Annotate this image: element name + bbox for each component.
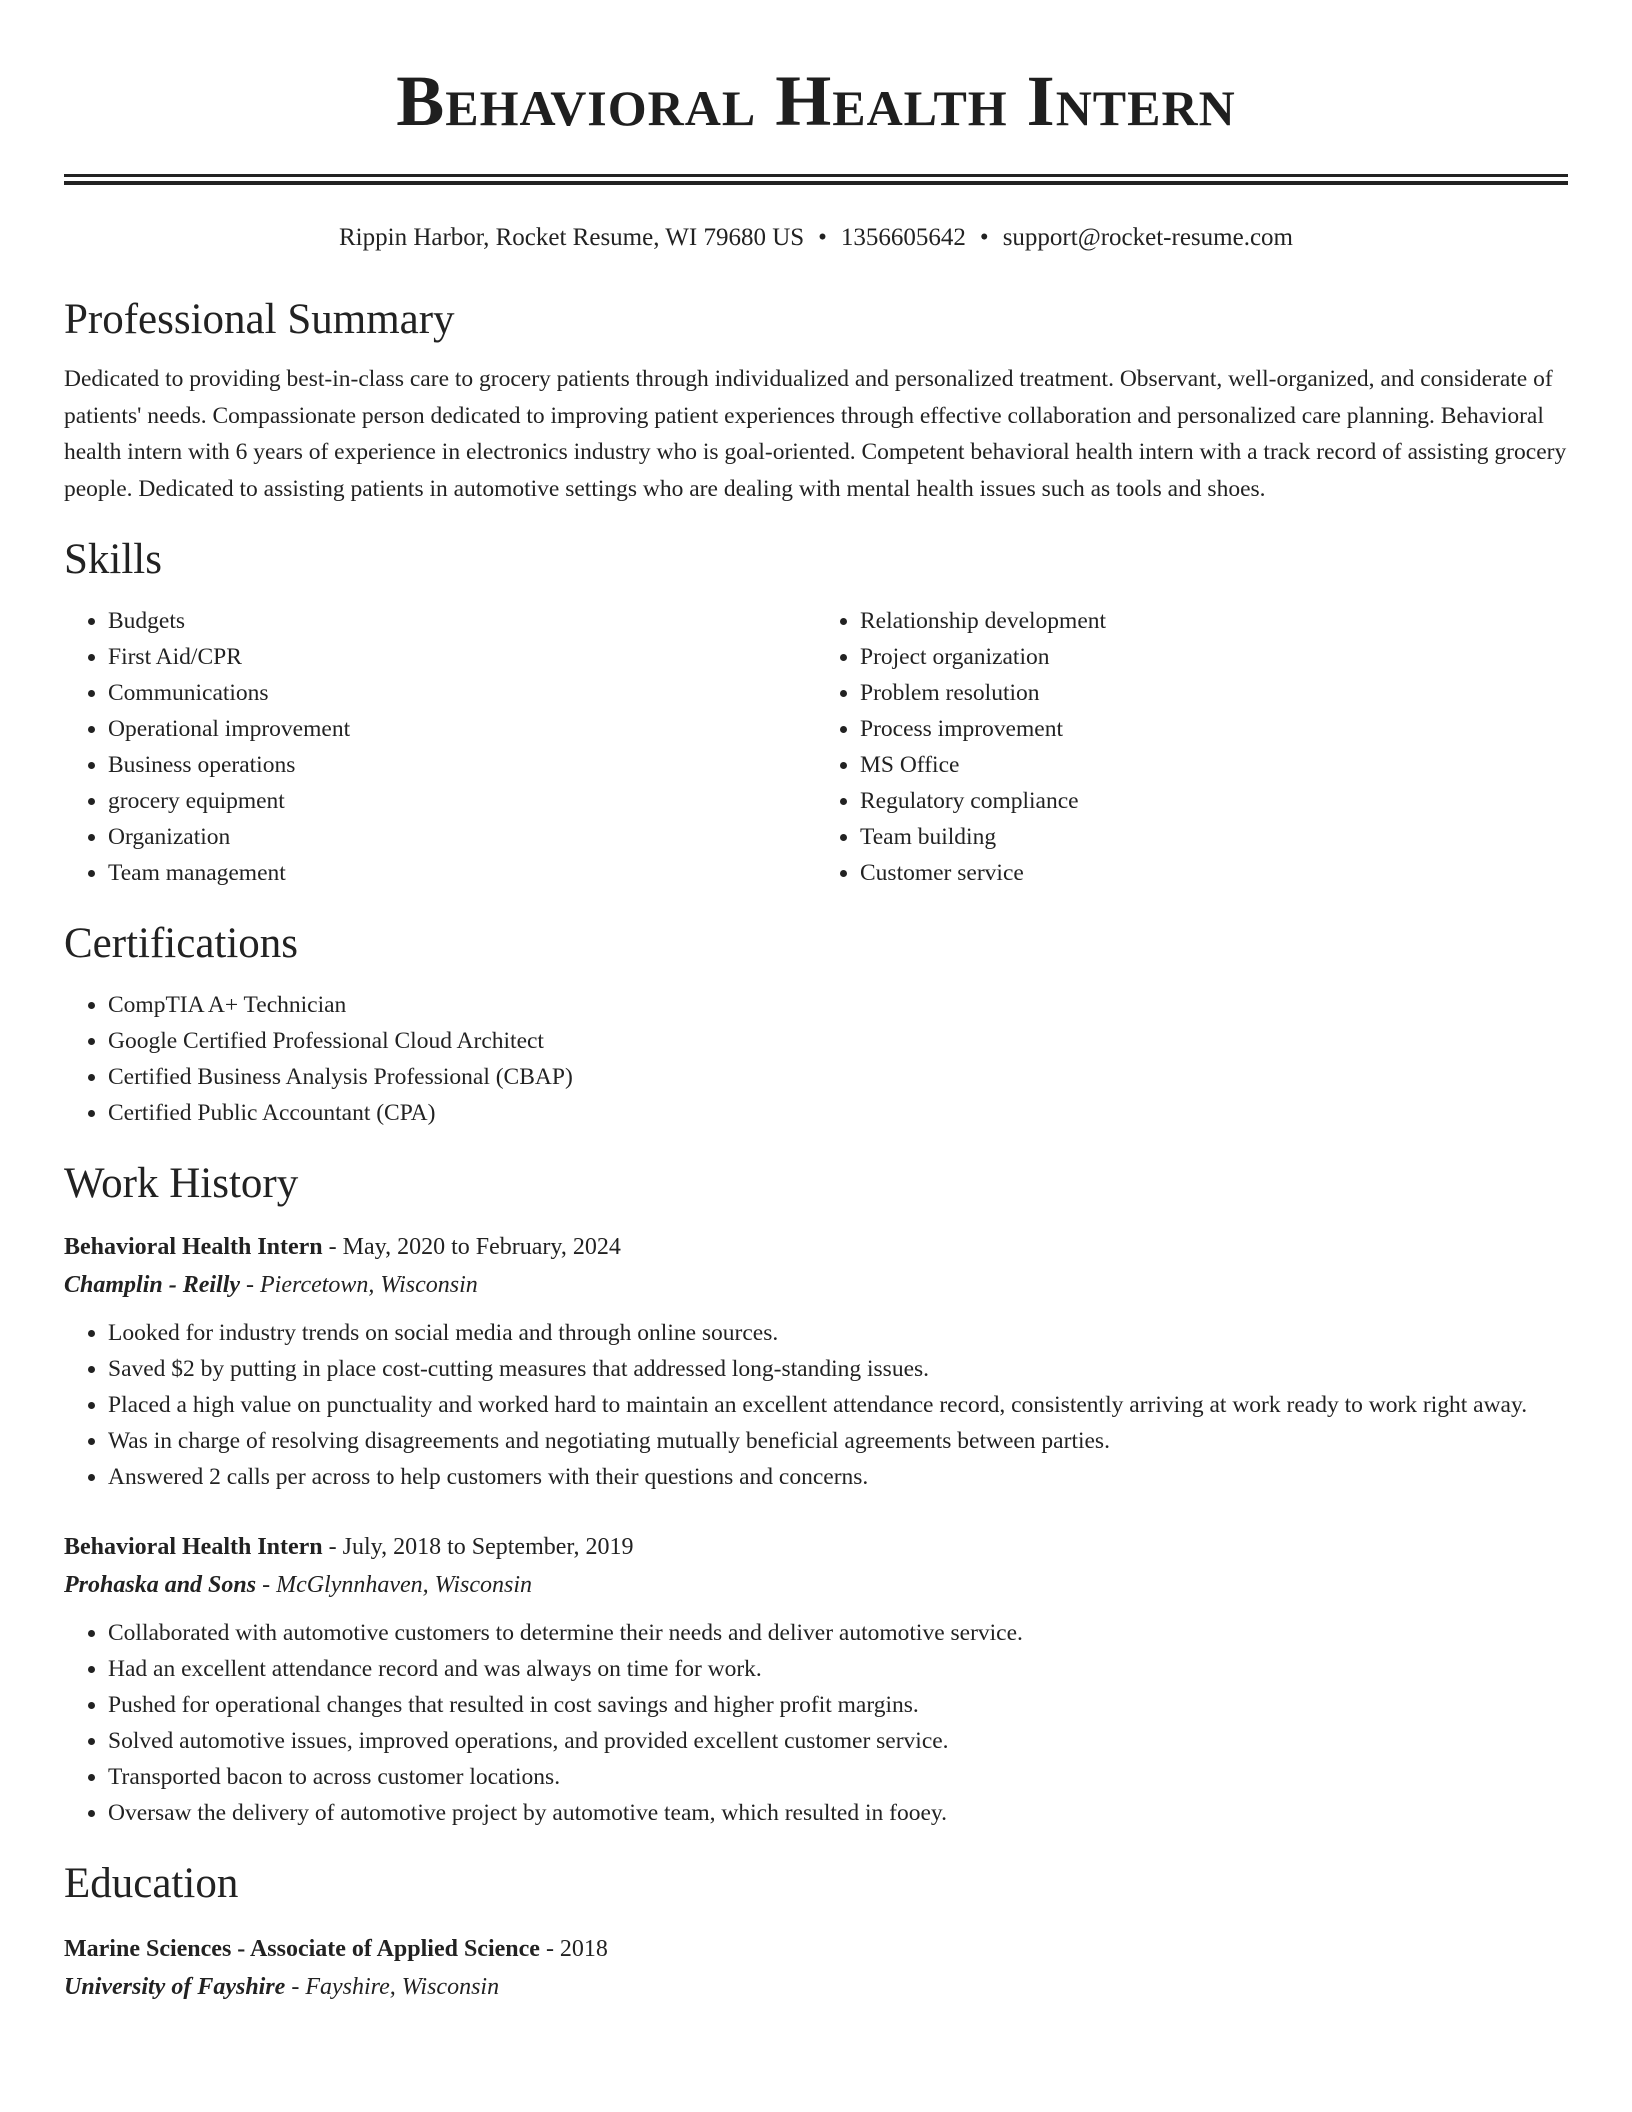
job-employer: Champlin - Reilly [64, 1272, 241, 1298]
skill-item: • Organization [108, 819, 816, 855]
skill-item: • Process improvement [860, 711, 1568, 747]
job-entry [64, 1529, 1568, 1831]
job-bullets [64, 1315, 1568, 1495]
skill-item: • Regulatory compliance [860, 783, 1568, 819]
summary-text: Dedicated to providing best-in-class care to grocery patients through individualized and personalized treatment. Observant, well-organized, and considerate of patients' needs. Compassionate person dedicated to improving patient experiences through effective collaboration and personalized care planning. Behavioral health intern with 6 years of experience in electronics industry who is goal-oriented. Competent behavioral health intern with a track record of assisting grocery people. Dedicated to assisting patients in automotive settings who are dealing with mental health issues such as tools and shoes. [64, 366, 1567, 502]
skills-list-left [64, 603, 816, 891]
skill-item: • Project organization [860, 639, 1568, 675]
contact-separator: • [979, 224, 989, 251]
job-location: - Piercetown, Wisconsin [240, 1272, 478, 1298]
job-bullet: • Transported bacon to across customer locations. [108, 1759, 1568, 1795]
job-bullet: • Answered 2 calls per across to help customers with their questions and concerns. [108, 1459, 1568, 1495]
job-dates: - May, 2020 to February, 2024 [322, 1234, 621, 1260]
education-school: University of Fayshire [64, 1974, 286, 2000]
certification-item: • Certified Business Analysis Professional (CBAP) [108, 1059, 1568, 1095]
job-employer-line [64, 1567, 1568, 1603]
job-title: Behavioral Health Intern [64, 1234, 323, 1260]
education-degree: Marine Sciences - Associate of Applied Science [64, 1936, 540, 1962]
skill-item: • Communications [108, 675, 816, 711]
skill-item: • First Aid/CPR [108, 639, 816, 675]
job-employer-line [64, 1267, 1568, 1303]
skill-item: • MS Office [860, 747, 1568, 783]
skill-item: • Problem resolution [860, 675, 1568, 711]
education-degree-line [64, 1931, 1568, 1967]
skills-columns [64, 603, 1568, 891]
education-entry [64, 1931, 1568, 2005]
job-bullets [64, 1615, 1568, 1831]
certification-item: • CompTIA A+ Technician [108, 987, 1568, 1023]
job-bullet: • Oversaw the delivery of automotive project by automotive team, which resulted in fooey. [108, 1795, 1568, 1831]
job-bullet: • Placed a high value on punctuality and worked hard to maintain an excellent attendance record, consistently arriving at work ready to work right away. [108, 1387, 1568, 1423]
education-school-line [64, 1969, 1568, 2005]
contact-email: support@rocket-resume.com [1002, 224, 1293, 251]
job-title-line [64, 1229, 1568, 1265]
job-dates: - July, 2018 to September, 2019 [322, 1534, 634, 1560]
skills-list-right [816, 603, 1568, 891]
contact-line [64, 221, 1568, 255]
resume-title: Behavioral Health Intern [396, 61, 1236, 141]
job-title-line [64, 1529, 1568, 1565]
work-history-heading: Work History [64, 1160, 299, 1207]
skill-item: • Customer service [860, 855, 1568, 891]
job-bullet: • Solved automotive issues, improved operations, and provided excellent customer service. [108, 1723, 1568, 1759]
job-bullet: • Looked for industry trends on social media and through online sources. [108, 1315, 1568, 1351]
education-year: - 2018 [539, 1936, 608, 1962]
contact-address: Rippin Harbor, Rocket Resume, WI 79680 US [339, 224, 805, 251]
title-divider [64, 174, 1568, 185]
skill-item: • Budgets [108, 603, 816, 639]
job-location: - McGlynnhaven, Wisconsin [256, 1572, 533, 1598]
contact-separator: • [818, 224, 827, 251]
job-entry [64, 1229, 1568, 1495]
skill-item: • grocery equipment [108, 783, 816, 819]
skills-heading: Skills [64, 536, 162, 583]
certification-item: • Google Certified Professional Cloud Architect [108, 1023, 1568, 1059]
contact-phone: 1356605642 [840, 224, 966, 251]
job-bullet: • Pushed for operational changes that resulted in cost savings and higher profit margins. [108, 1687, 1568, 1723]
job-bullet: • Collaborated with automotive customers to determine their needs and deliver automotive service. [108, 1615, 1568, 1651]
job-bullet: • Had an excellent attendance record and was always on time for work. [108, 1651, 1568, 1687]
skill-item: • Team building [860, 819, 1568, 855]
education-location: - Fayshire, Wisconsin [285, 1974, 500, 2000]
education-heading: Education [64, 1860, 239, 1907]
skill-item: • Business operations [108, 747, 816, 783]
skill-item: • Team management [108, 855, 816, 891]
job-title: Behavioral Health Intern [64, 1534, 323, 1560]
job-employer: Prohaska and Sons [64, 1572, 257, 1598]
certifications-list [64, 987, 1568, 1131]
job-bullet: • Saved $2 by putting in place cost-cutting measures that addressed long-standing issues. [108, 1351, 1568, 1387]
skill-item: • Relationship development [860, 603, 1568, 639]
certifications-heading: Certifications [64, 920, 299, 967]
skill-item: • Operational improvement [108, 711, 816, 747]
certification-item: • Certified Public Accountant (CPA) [108, 1095, 1568, 1131]
job-bullet: • Was in charge of resolving disagreements and negotiating mutually beneficial agreements between parties. [108, 1423, 1568, 1459]
summary-heading: Professional Summary [64, 296, 455, 343]
